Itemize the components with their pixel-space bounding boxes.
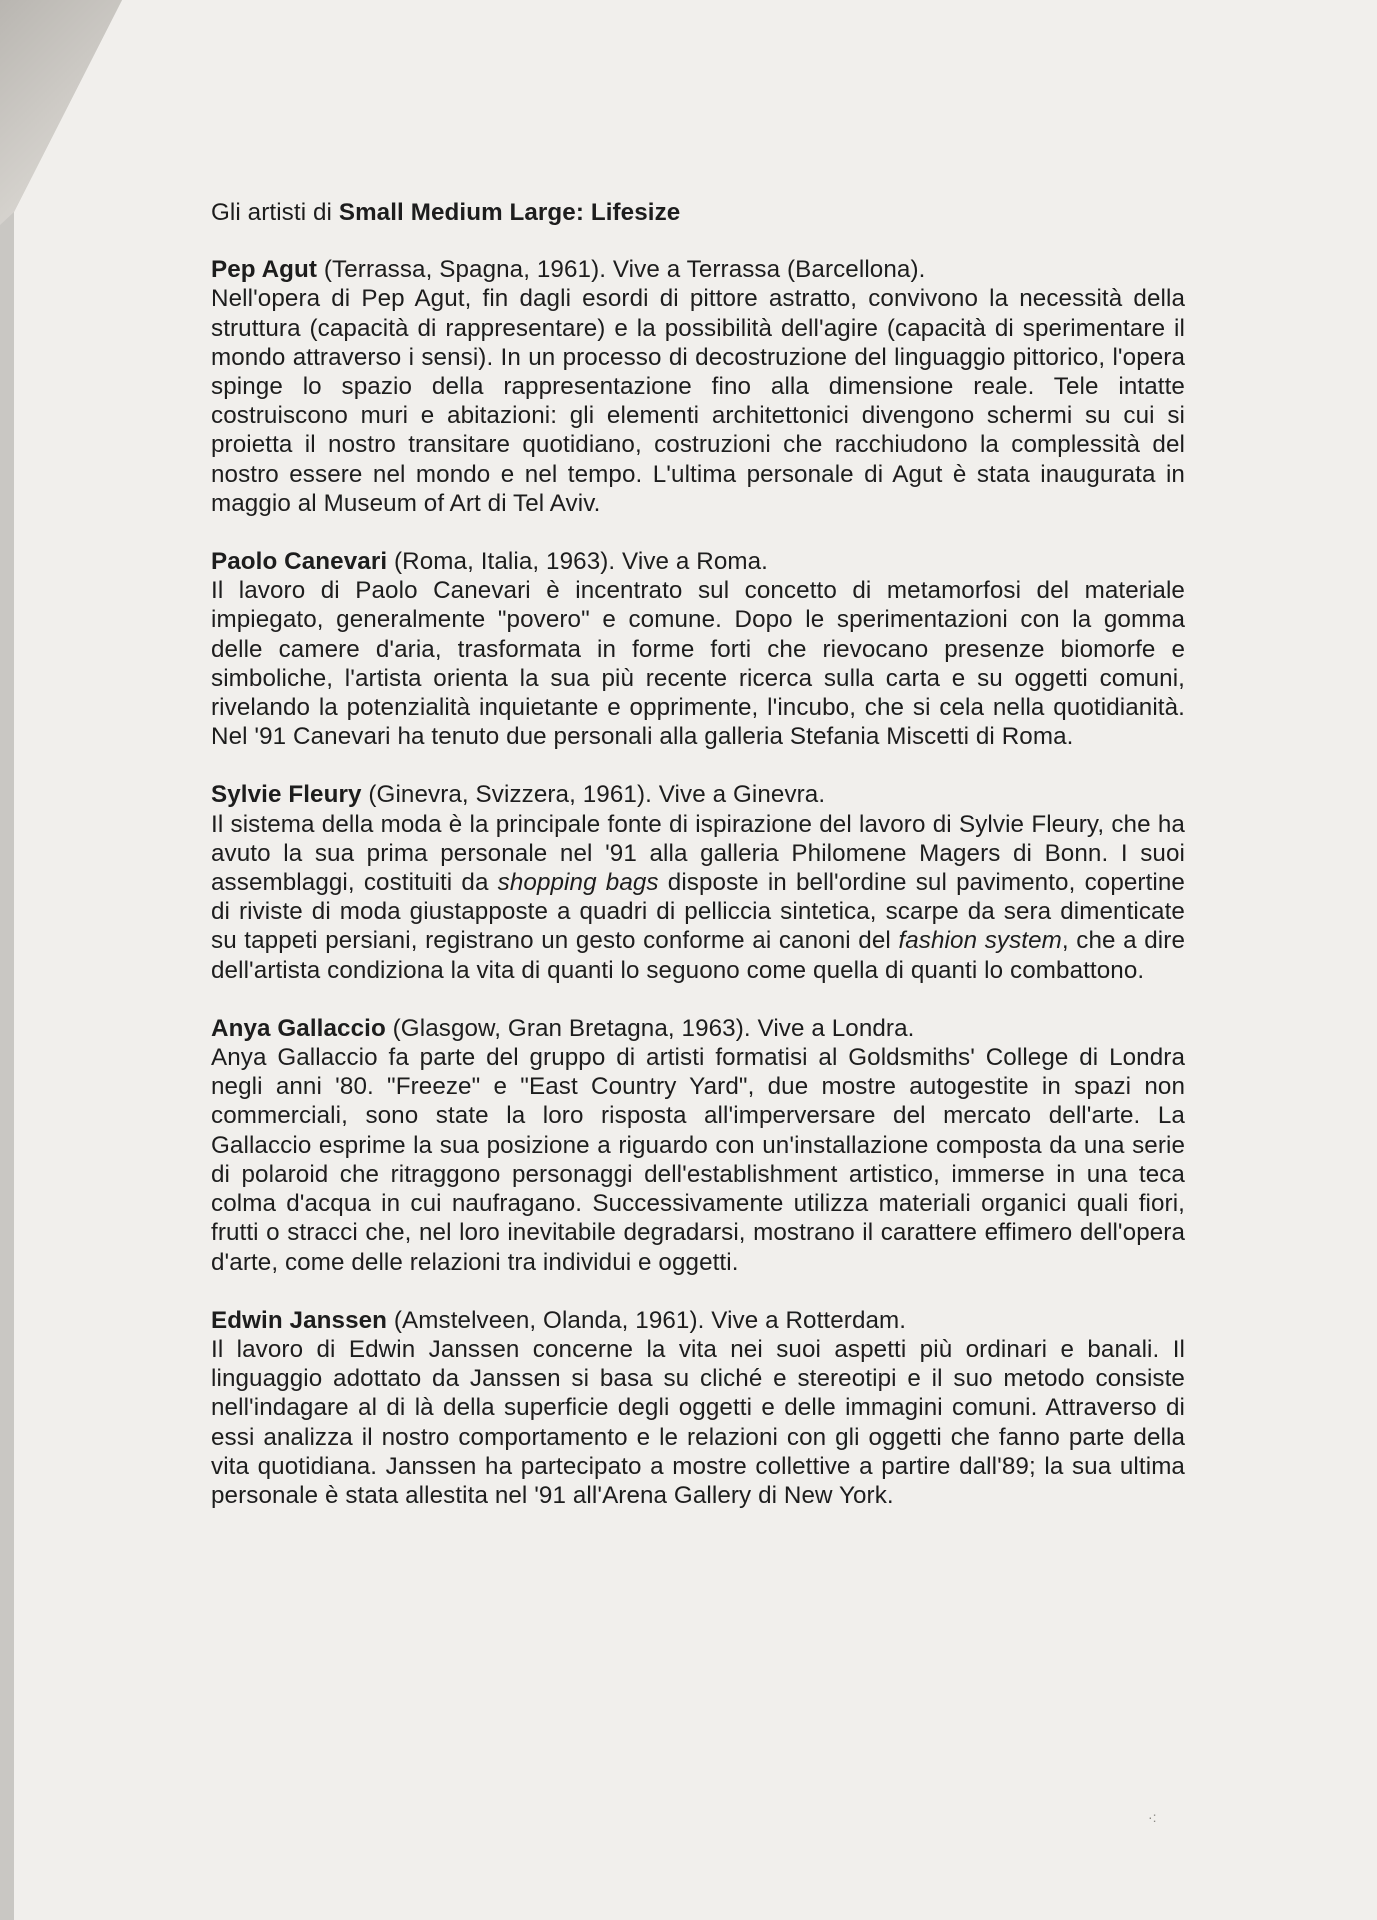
artist-details: (Roma, Italia, 1963). Vive a Roma. xyxy=(394,548,768,576)
artist-bio: Anya Gallaccio fa parte del gruppo di artisti formatisi al Goldsmiths' College di Londra negli anni '80. "Freeze" e "East Country Yard", due mostre autogestite in spazi non commerciali, sono state la loro risposta all'imperversare del mercato dell'arte. La Gallaccio esprime la sua posizione a riguardo con un'installazione composta da una serie di polaroid che ritraggono personaggi dell'establishment artistico, immerse in una teca colma d'acqua in cui naufragano. Successivamente utilizza materiali organici quali fiori, frutti o stracci che, nel loro inevitabile degradarsi, mostrano il carattere effimero dell'opera d'arte, come delle relazioni tra individui e oggetti. xyxy=(211,1044,1185,1276)
heading-prefix: Gli artisti di xyxy=(211,199,333,226)
bio-text: , che a dire dell'artista condiziona la vita di quanti lo seguono come quella di quanti lo combattono. xyxy=(211,927,1185,984)
artist-entry-fleury xyxy=(211,780,1185,984)
document-heading xyxy=(211,198,1185,227)
artist-bio xyxy=(211,810,1185,985)
artist-entry-canevari xyxy=(211,547,1185,751)
artist-name: Anya Gallaccio xyxy=(211,1014,386,1042)
artist-entry-gallaccio xyxy=(211,1014,1185,1277)
artist-details: (Amstelveen, Olanda, 1961). Vive a Rotterdam. xyxy=(393,1306,907,1334)
artist-name: Paolo Canevari xyxy=(211,548,388,576)
heading-title: Small Medium Large: Lifesize xyxy=(338,199,681,226)
artist-details: (Terrassa, Spagna, 1961). Vive a Terrassa (Barcellona). xyxy=(323,256,926,284)
artist-entry-agut xyxy=(211,255,1185,518)
artist-bio: Nell'opera di Pep Agut, fin dagli esordi di pittore astratto, convivono la necessità della struttura (capacità di rappresentare) e la possibilità dell'agire (capacità di sperimentare il mondo attraverso i sensi). In un processo di decostruzione del linguaggio pittorico, l'opera spinge lo spazio della rappresentazione fino alla dimensione reale. Tele intatte costruiscono muri e abitazioni: gli elementi architettonici divengono schermi su cui si proietta il nostro transitare quotidiano, costruzioni che racchiudono la complessità del nostro essere nel mondo e nel tempo. L'ultima personale di Agut è stata inaugurata in maggio al Museum of Art di Tel Aviv. xyxy=(211,285,1185,517)
bio-italic-term: fashion system xyxy=(898,927,1062,955)
artist-header xyxy=(211,1306,1185,1335)
artist-header xyxy=(211,780,1185,809)
artist-bio: Il lavoro di Paolo Canevari è incentrato sul concetto di metamorfosi del materiale impiegato, generalmente "povero" e comune. Dopo le sperimentazioni con la gomma delle camere d'aria, trasformata in forme forti che rievocano presenze biomorfe e simboliche, l'artista orienta la sua più recente ricerca sulla carta e su oggetti comuni, rivelando la potenzialità inquietante e opprimente, l'incubo, che si cela nella quotidianità. Nel '91 Canevari ha tenuto due personali alla galleria Stefania Miscetti di Roma. xyxy=(211,577,1185,751)
artist-header xyxy=(211,547,1185,576)
bio-text: disposte in bell'ordine sul pavimento, copertine di riviste di moda giustapposte a quadri di pelliccia sintetica, scarpe da sera dimenticate su tappeti persiani, registrano un gesto conforme ai canoni del xyxy=(211,869,1185,955)
artist-entry-janssen xyxy=(211,1306,1185,1510)
paper-speck: ·: xyxy=(1148,1809,1157,1825)
artist-bio: Il lavoro di Edwin Janssen concerne la vita nei suoi aspetti più ordinari e banali. Il linguaggio adottato da Janssen si basa su cliché e stereotipi e il suo metodo consiste nell'indagare al di là della superficie degli oggetti e delle immagini comuni. Attraverso di essi analizza il nostro comportamento e le relazioni con gli oggetti che fanno parte della vita quotidiana. Janssen ha partecipato a mostre collettive a partire dall'89; la sua ultima personale è stata allestita nel '91 all'Arena Gallery di New York. xyxy=(211,1335,1185,1509)
document-body xyxy=(211,198,1185,1539)
artist-header xyxy=(211,255,1185,284)
artist-name: Pep Agut xyxy=(211,256,318,284)
artist-header xyxy=(211,1014,1185,1043)
bio-italic-term: shopping bags xyxy=(497,869,659,897)
artist-details: (Ginevra, Svizzera, 1961). Vive a Ginevra. xyxy=(368,781,826,809)
bio-text: Il sistema della moda è la principale fonte di ispirazione del lavoro di Sylvie Fleury, che ha avuto la sua prima personale nel '91 alla galleria Philomene Magers di Bonn. I suoi assemblaggi, costituiti da xyxy=(211,810,1185,897)
artist-name: Sylvie Fleury xyxy=(211,781,362,809)
artist-name: Edwin Janssen xyxy=(211,1306,388,1334)
artist-details: (Glasgow, Gran Bretagna, 1963). Vive a Londra. xyxy=(392,1014,915,1042)
